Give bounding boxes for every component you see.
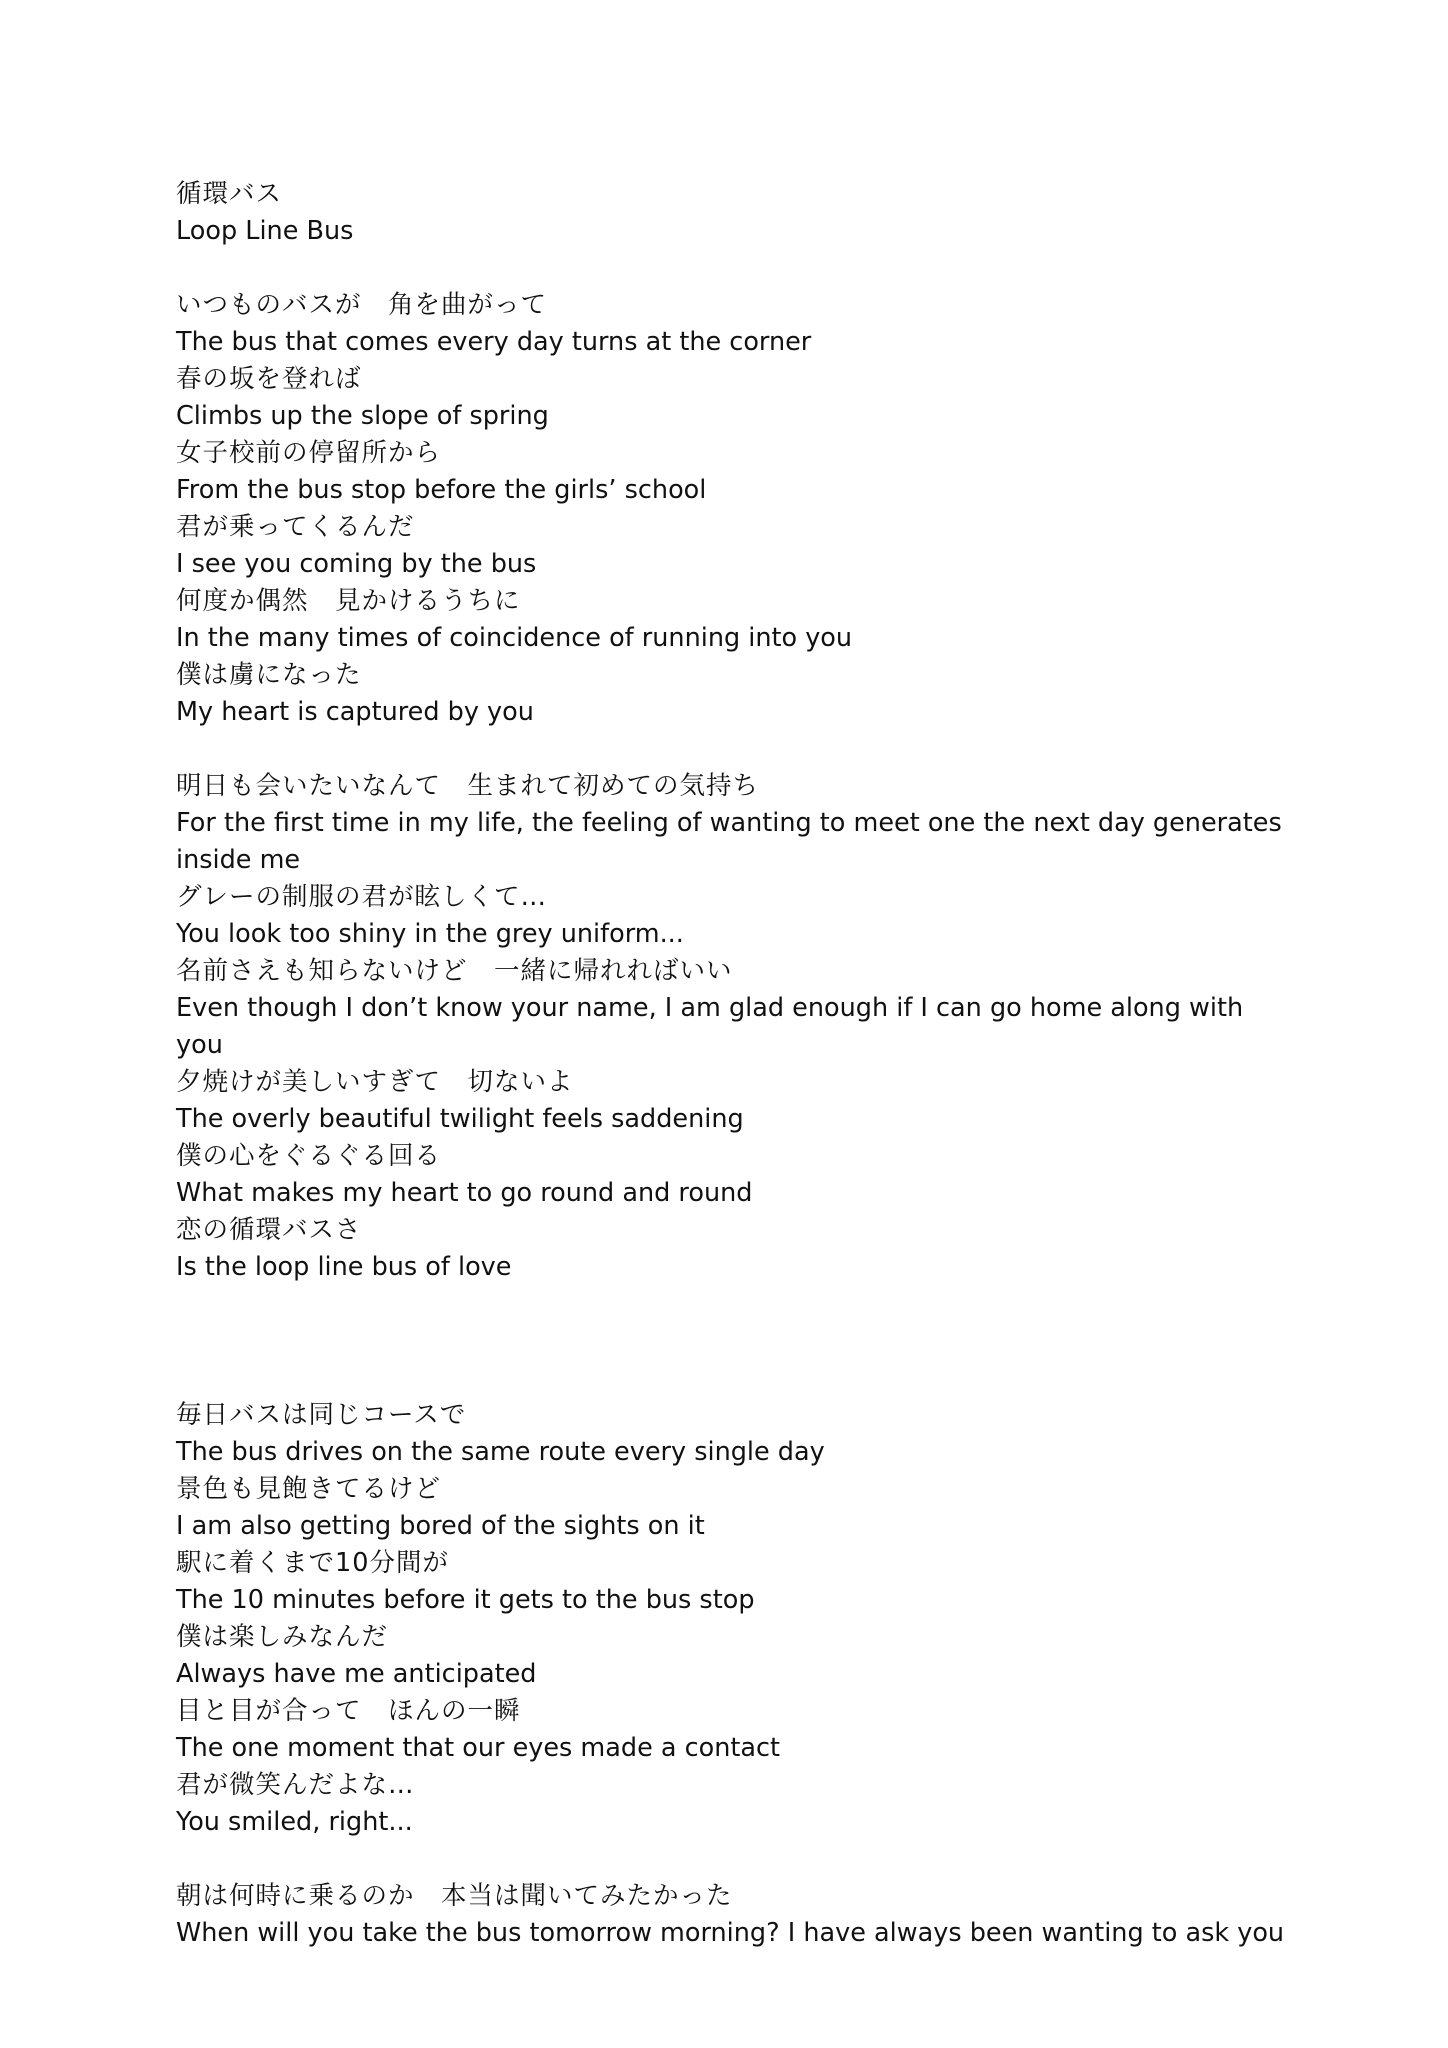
stanza-2 xyxy=(176,768,1286,1286)
lyric-line-en: I am also getting bored of the sights on it xyxy=(176,1511,705,1541)
lyric-line-en: What makes my heart to go round and round xyxy=(176,1178,753,1208)
lyric-line-ja: 何度か偶然 見かけるうちに xyxy=(176,586,521,616)
lyric-line-ja: 恋の循環バスさ xyxy=(176,1215,362,1245)
lyric-line-ja: 僕は楽しみなんだ xyxy=(176,1622,389,1652)
lyric-line-en: For the first time in my life, the feeling of wanting to meet one the next day generates inside me xyxy=(176,808,1282,875)
lyric-line-en: The bus drives on the same route every single day xyxy=(176,1437,825,1467)
lyric-line-ja: 名前さえも知らないけど 一緒に帰れればいい xyxy=(176,956,733,986)
lyric-line-ja: 明日も会いたいなんて 生まれて初めての気持ち xyxy=(176,771,760,801)
stanza-1 xyxy=(176,287,1286,731)
lyric-line-ja: グレーの制服の君が眩しくて… xyxy=(176,882,548,912)
lyric-line-en: The one moment that our eyes made a contact xyxy=(176,1733,781,1763)
lyric-line-en: In the many times of coincidence of running into you xyxy=(176,623,853,653)
title-japanese: 循環バス xyxy=(176,179,283,209)
title-english: Loop Line Bus xyxy=(176,216,354,246)
lyrics-page xyxy=(176,176,1286,1989)
lyric-line-ja: 春の坂を登れば xyxy=(176,364,362,394)
lyric-line-en: Climbs up the slope of spring xyxy=(176,401,549,431)
lyric-line-ja: 僕の心をぐるぐる回る xyxy=(176,1141,442,1171)
lyric-line-en: Always have me anticipated xyxy=(176,1659,537,1689)
lyric-line-en: You look too shiny in the grey uniform... xyxy=(176,919,684,949)
lyric-line-ja: 夕焼けが美しいすぎて 切ないよ xyxy=(176,1067,574,1097)
lyric-line-en: The overly beautiful twilight feels saddening xyxy=(176,1104,744,1134)
lyric-line-en: Even though I don’t know your name, I am glad enough if I can go home along with you xyxy=(176,993,1244,1060)
lyric-line-en: The 10 minutes before it gets to the bus stop xyxy=(176,1585,755,1615)
lyric-line-ja: 朝は何時に乗るのか 本当は聞いてみたかった xyxy=(176,1881,733,1911)
lyric-line-ja: 僕は虜になった xyxy=(176,660,362,690)
title-block xyxy=(176,176,1286,250)
lyric-line-ja: 駅に着くまで10分間が xyxy=(176,1548,449,1578)
lyric-line-ja: 君が微笑んだよな… xyxy=(176,1770,415,1800)
lyric-line-en: Is the loop line bus of love xyxy=(176,1252,512,1282)
lyric-line-ja: いつものバスが 角を曲がって xyxy=(176,290,548,320)
lyric-line-en: I see you coming by the bus xyxy=(176,549,537,579)
lyric-line-en: You smiled, right... xyxy=(176,1807,413,1837)
lyric-line-en: When will you take the bus tomorrow morning? I have always been wanting to ask you xyxy=(176,1918,1285,1948)
lyric-line-en: From the bus stop before the girls’ school xyxy=(176,475,707,505)
lyric-line-en: My heart is captured by you xyxy=(176,697,534,727)
lyric-line-ja: 君が乗ってくるんだ xyxy=(176,512,415,542)
stanza-4 xyxy=(176,1878,1286,1952)
lyric-line-en: The bus that comes every day turns at the corner xyxy=(176,327,812,357)
stanza-3 xyxy=(176,1397,1286,1841)
lyric-line-ja: 景色も見飽きてるけど xyxy=(176,1474,442,1504)
lyric-line-ja: 毎日バスは同じコースで xyxy=(176,1400,467,1430)
lyric-line-ja: 目と目が合って ほんの一瞬 xyxy=(176,1696,521,1726)
lyric-line-ja: 女子校前の停留所から xyxy=(176,438,442,468)
